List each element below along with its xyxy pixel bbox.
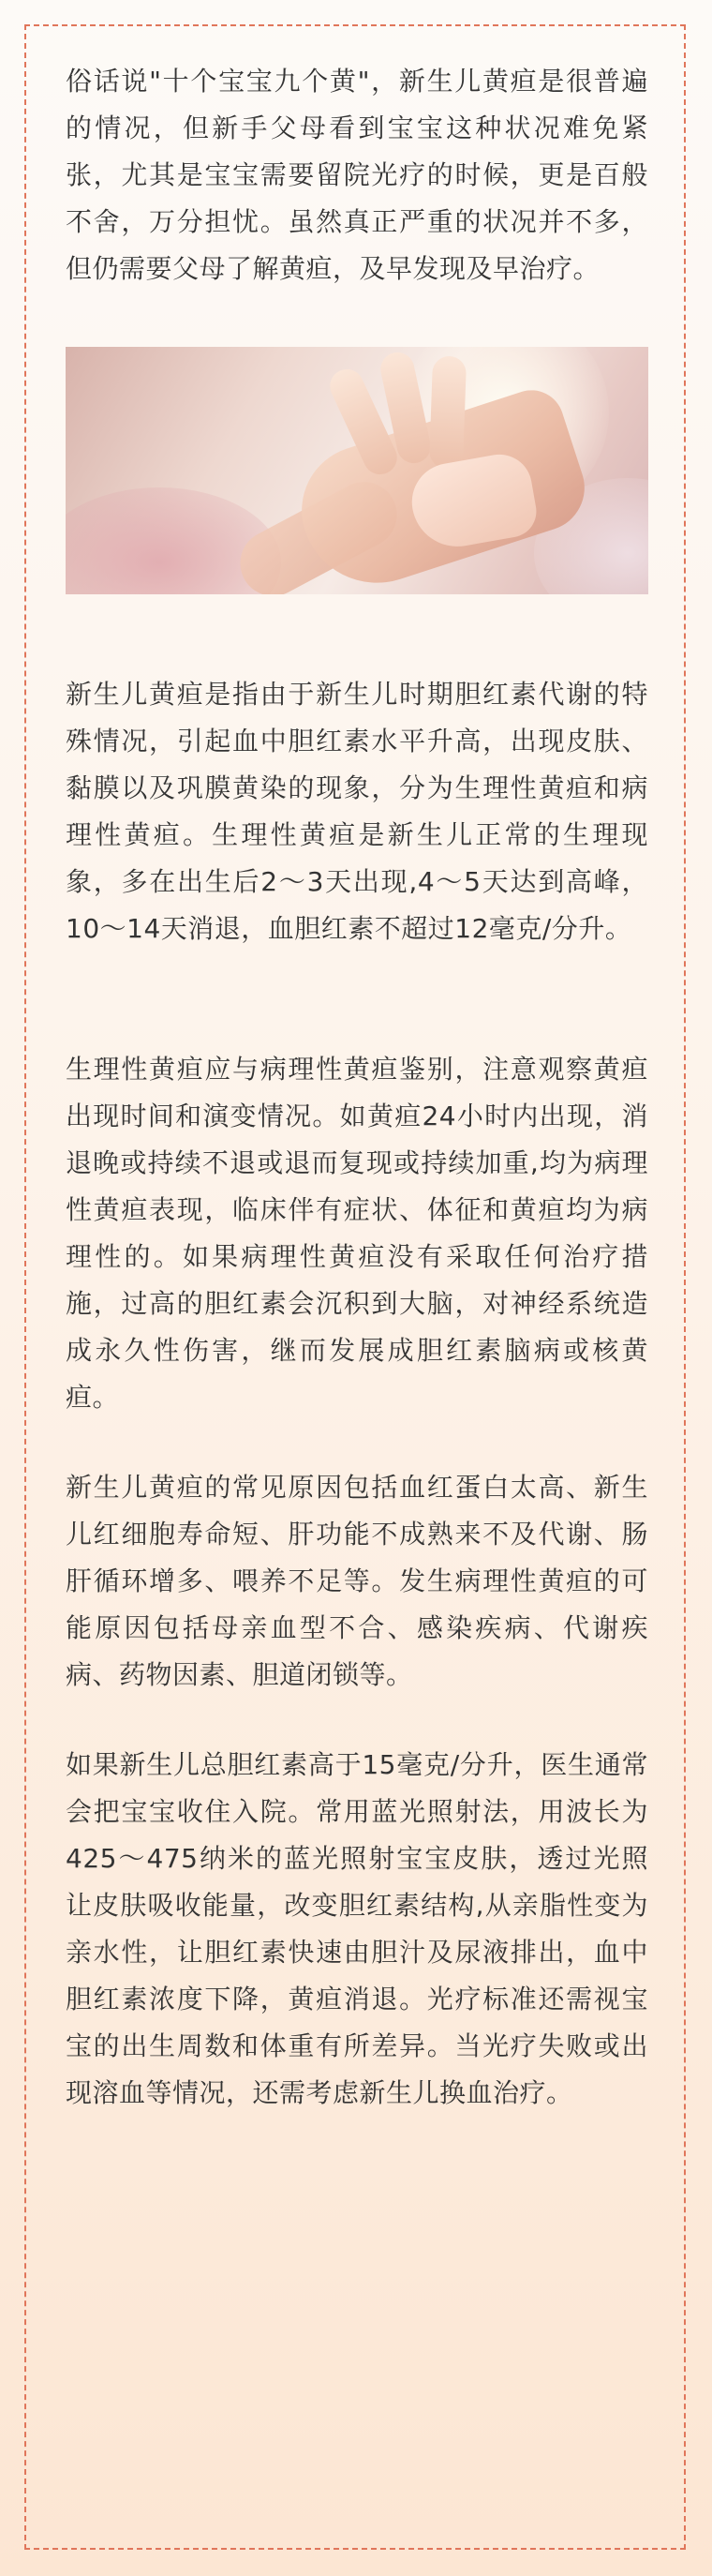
paragraph-treatment: 如果新生儿总胆红素高于15毫克/分升，医生通常会把宝宝收住入院。常用蓝光照射法，用波长为425～475纳米的蓝光照射宝宝皮肤，透过光照让皮肤吸收能量，改变胆红素结构,从亲脂性变为亲水性，让胆红素快速由胆汁及尿液排出，血中胆红素浓度下降，黄疸消退。光疗标准还需视宝宝的出生周数和体重有所差异。当光疗失败或出现溶血等情况，还需考虑新生儿换血治疗。 xyxy=(66,1749,648,2108)
paragraph-causes: 新生儿黄疸的常见原因包括血红蛋白太高、新生儿红细胞寿命短、肝功能不成熟来不及代谢、肠肝循环增多、喂养不足等。发生病理性黄疸的可能原因包括母亲血型不合、感染疾病、代谢疾病、药物因素、胆道闭锁等。 xyxy=(66,1472,648,1690)
article-body xyxy=(66,58,648,2117)
paragraph-intro: 俗话说"十个宝宝九个黄"，新生儿黄疸是很普遍的情况，但新手父母看到宝宝这种状况难免紧张，尤其是宝宝需要留院光疗的时候，更是百般不舍，万分担忧。虽然真正严重的状况并不多，但仍需要父母了解黄疸，及早发现及早治疗。 xyxy=(66,66,648,284)
hero-image-hands xyxy=(66,347,648,594)
paragraph-definition: 新生儿黄疸是指由于新生儿时期胆红素代谢的特殊情况，引起血中胆红素水平升高，出现皮肤、黏膜以及巩膜黄染的现象，分为生理性黄疸和病理性黄疸。生理性黄疸是新生儿正常的生理现象，多在出生后2～3天出现,4～5天达到高峰，10～14天消退，血胆红素不超过12毫克/分升。 xyxy=(66,679,648,944)
paragraph-differentiation: 生理性黄疸应与病理性黄疸鉴别，注意观察黄疸出现时间和演变情况。如黄疸24小时内出现，消退晚或持续不退或退而复现或持续加重,均为病理性黄疸表现，临床伴有症状、体征和黄疸均为病理性的。如果病理性黄疸没有采取任何治疗措施，过高的胆红素会沉积到大脑，对神经系统造成永久性伤害，继而发展成胆红素脑病或核黄疸。 xyxy=(66,1054,648,1413)
adult-finger xyxy=(429,355,467,469)
